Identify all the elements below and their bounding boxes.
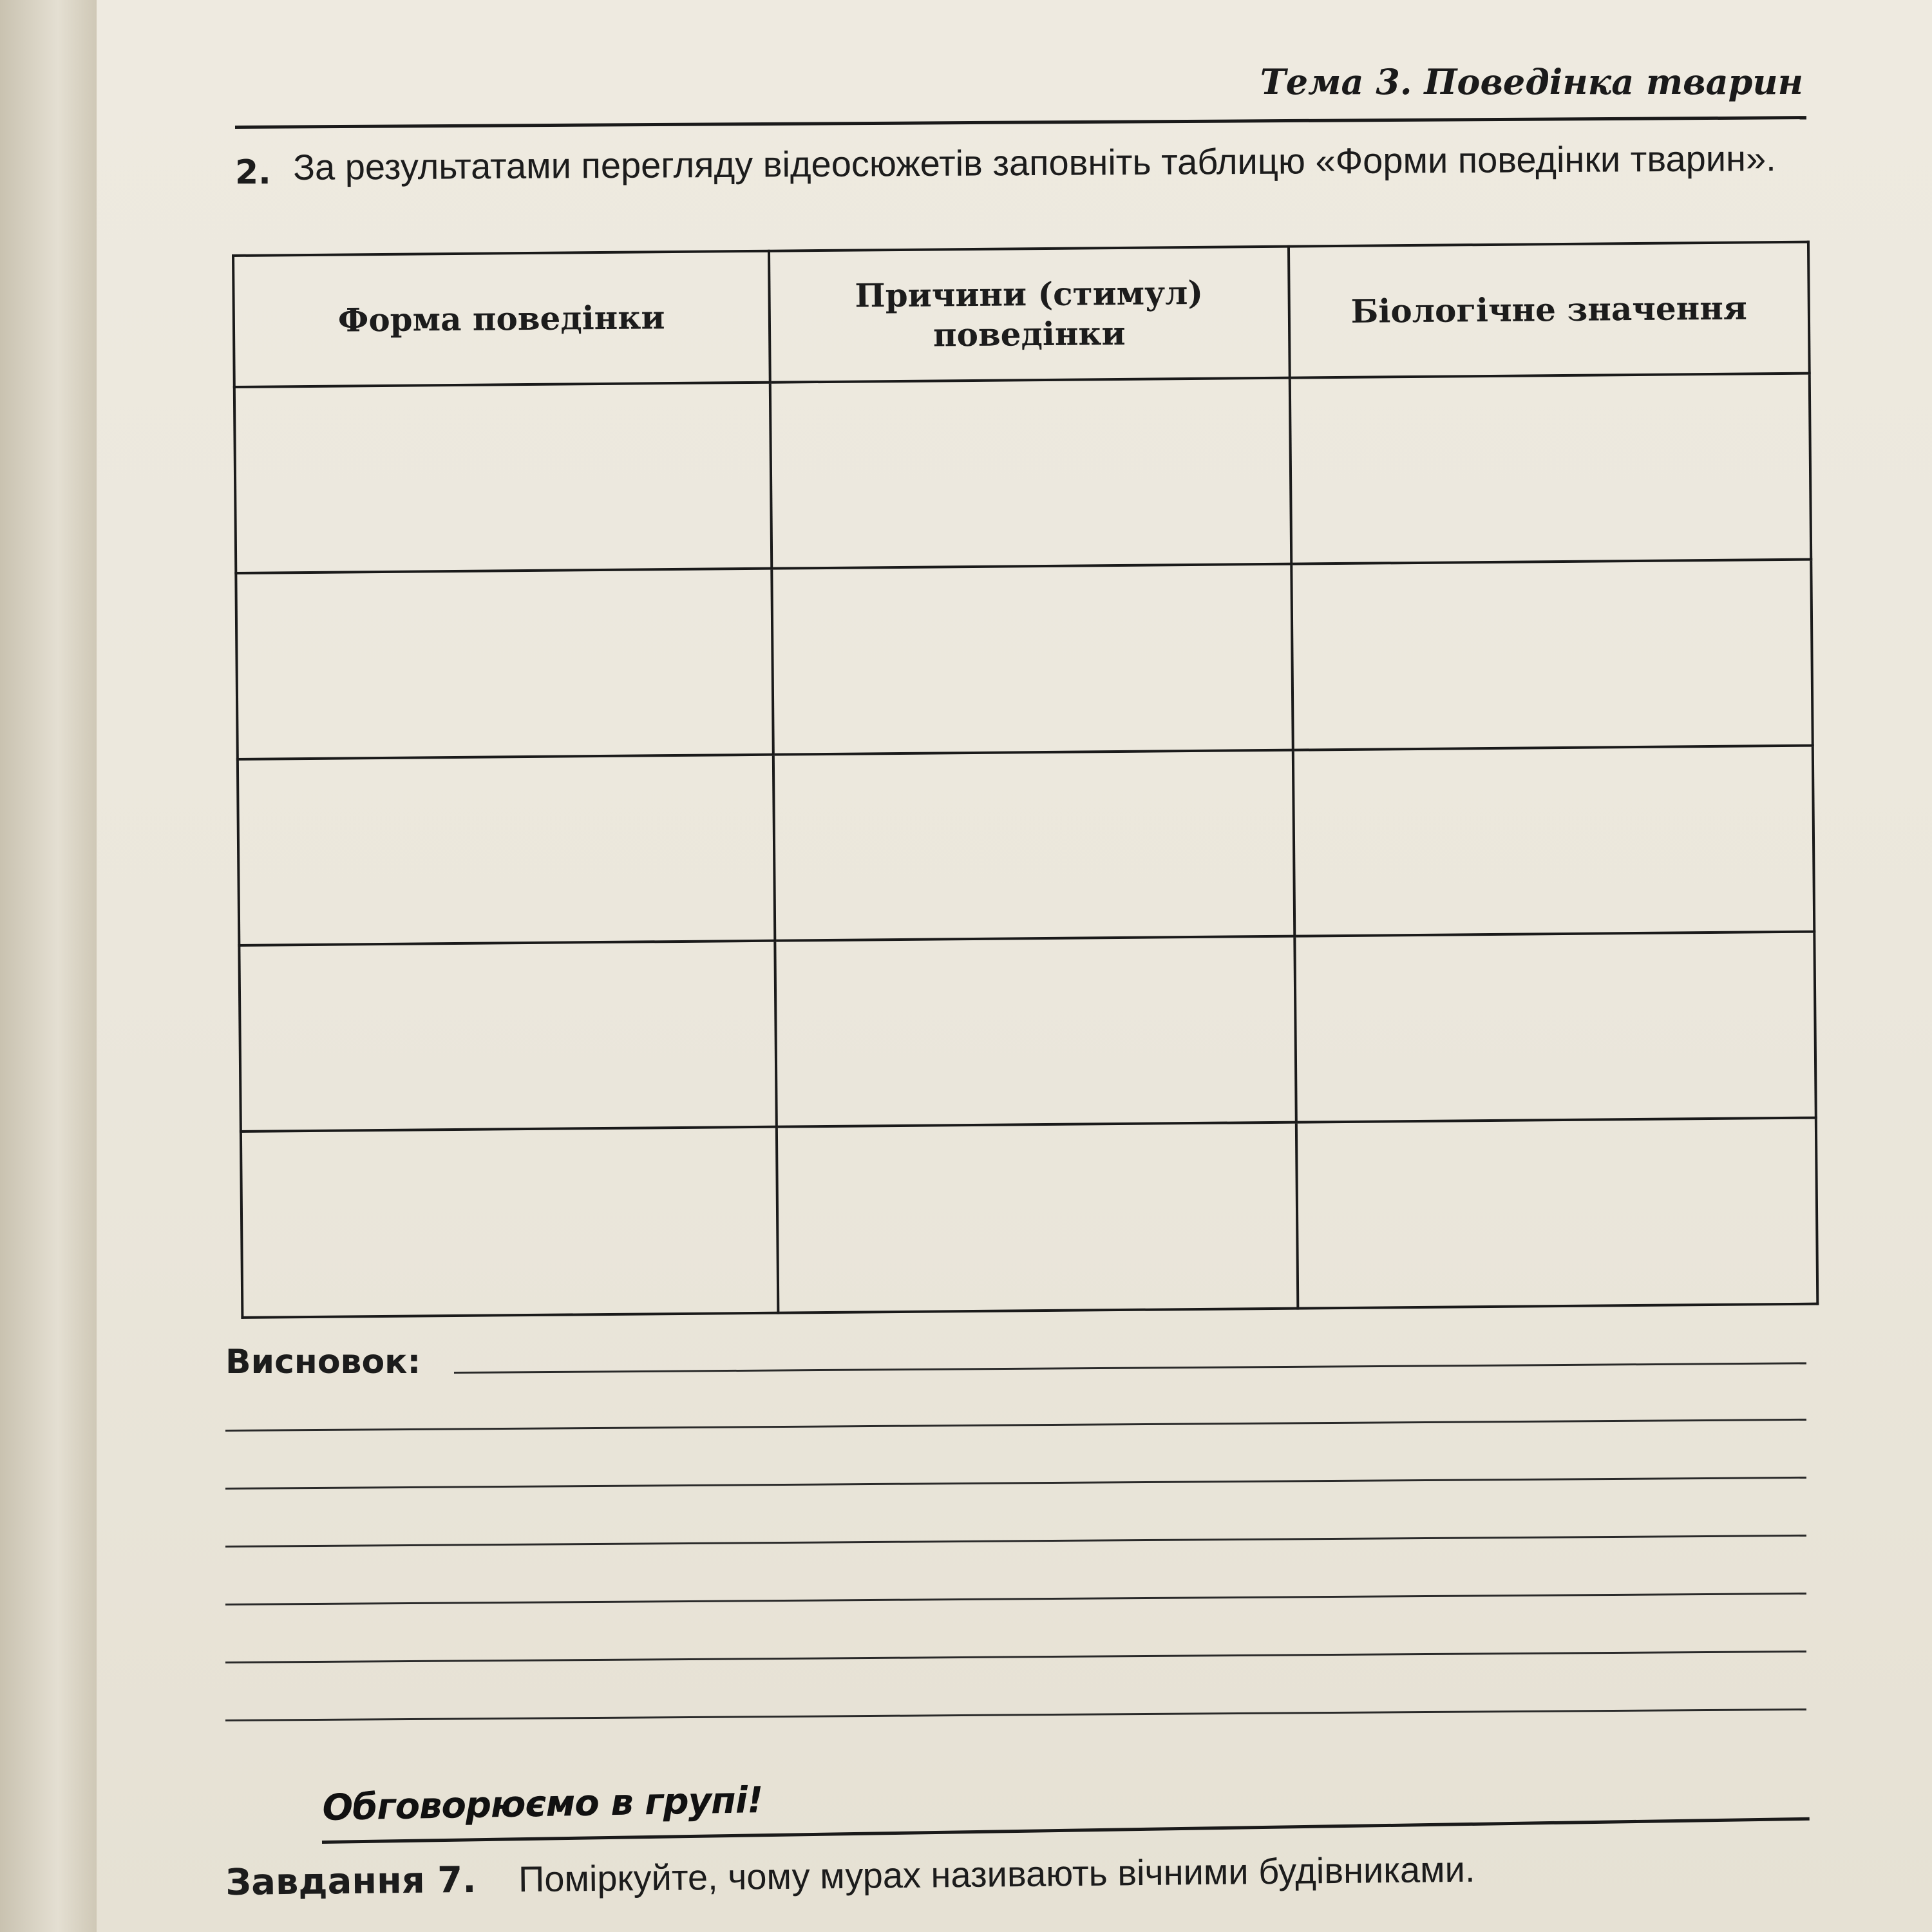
conclusion-answer-line[interactable] (225, 1477, 1806, 1490)
table-row (236, 560, 1812, 759)
table-header-row (233, 242, 1810, 387)
conclusion-answer-line[interactable] (454, 1362, 1806, 1374)
conclusion-answer-line[interactable] (225, 1593, 1806, 1605)
table-cell[interactable] (1290, 374, 1812, 564)
table-cell[interactable] (234, 383, 772, 573)
task-instruction: За результатами перегляду відеосюжетів заповніть таблицю «Форми поведінки тварин». (293, 137, 1776, 187)
table-row (241, 1118, 1817, 1318)
table-cell[interactable] (1293, 746, 1815, 936)
task-number: 2. (235, 153, 271, 192)
table-cell[interactable] (1294, 932, 1816, 1122)
table-cell[interactable] (776, 1122, 1298, 1313)
conclusion-answer-line[interactable] (225, 1419, 1806, 1432)
table-row (234, 374, 1811, 573)
conclusion-answer-line[interactable] (225, 1651, 1806, 1663)
conclusion-answer-line[interactable] (225, 1709, 1806, 1721)
topic-title: Тема 3. Поведінка тварин (1260, 61, 1803, 102)
column-header-behavior-form: Форма поведінки (233, 251, 770, 387)
book-spine-shadow (0, 0, 97, 1932)
task7-line (225, 1848, 1475, 1904)
behavior-table-container (232, 241, 1819, 1311)
task7-text: Поміркуйте, чому мурах називають вічними будівниками. (518, 1848, 1475, 1900)
table-row (238, 746, 1814, 945)
table-cell[interactable] (770, 378, 1291, 569)
task7-label: Завдання 7. (225, 1859, 477, 1904)
table-cell[interactable] (239, 941, 776, 1132)
discussion-heading: Обговорюємо в групі! (322, 1779, 764, 1829)
table-cell[interactable] (775, 936, 1296, 1127)
table-cell[interactable] (1296, 1118, 1818, 1309)
table-cell[interactable] (773, 750, 1294, 941)
table-cell[interactable] (772, 564, 1293, 755)
column-header-biological-significance: Біологічне значення (1289, 242, 1810, 378)
column-header-causes: Причини (стимул) поведінки (769, 247, 1290, 383)
table-cell[interactable] (236, 569, 773, 759)
conclusion-label: Висновок: (225, 1343, 421, 1381)
table-row (239, 932, 1815, 1132)
table-cell[interactable] (241, 1127, 778, 1318)
behavior-forms-table (232, 241, 1819, 1319)
table-cell[interactable] (238, 755, 775, 945)
table-cell[interactable] (1291, 560, 1813, 750)
workbook-page (97, 0, 1932, 1932)
conclusion-answer-line[interactable] (225, 1535, 1806, 1548)
header-divider (235, 116, 1806, 129)
